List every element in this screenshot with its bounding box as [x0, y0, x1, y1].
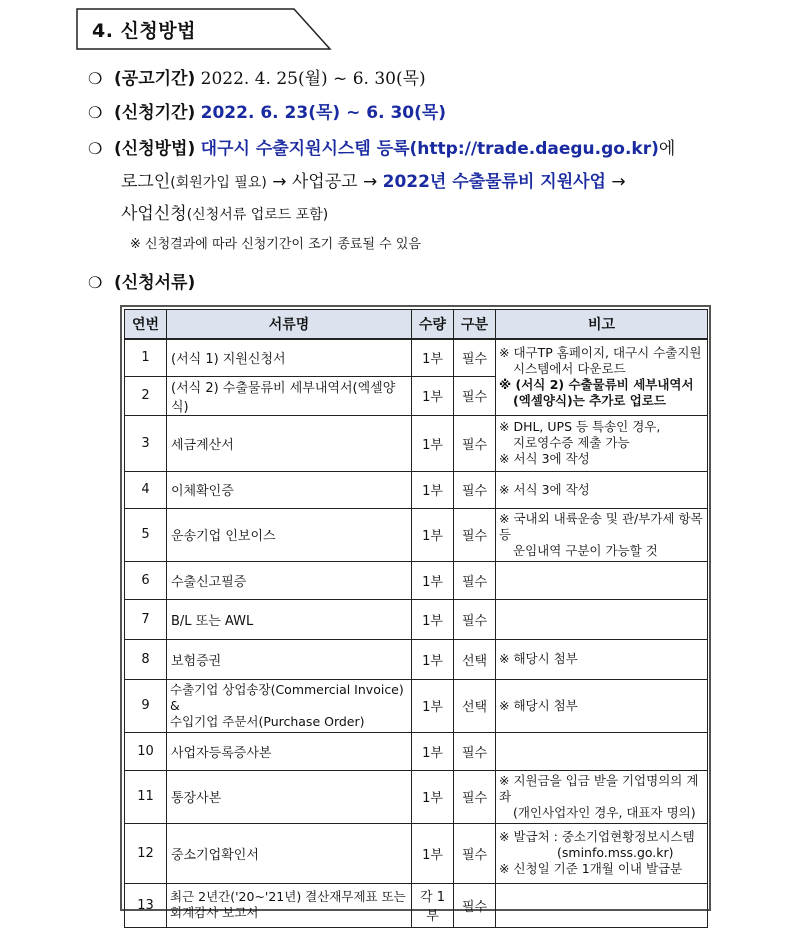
table-row [125, 770, 708, 823]
row-type: 필수 [454, 339, 496, 376]
row-no: 10 [125, 732, 167, 770]
row-name: 사업자등록증사본 [167, 732, 412, 770]
table-row [125, 561, 708, 599]
apply-period-label: (신청기간) [114, 103, 196, 123]
row-remark [496, 770, 708, 823]
row-no: 13 [125, 883, 167, 927]
row-name: (서식 1) 지원신청서 [167, 339, 412, 376]
row-qty: 1부 [412, 415, 454, 471]
row-no: 12 [125, 823, 167, 883]
row-remark [496, 883, 708, 927]
remark-text: ※ DHL, UPS 등 특송인 경우, [499, 419, 661, 434]
row-name [167, 679, 412, 732]
row-no: 8 [125, 639, 167, 679]
row-type: 필수 [454, 415, 496, 471]
documents-table-frame [120, 305, 711, 924]
row-qty: 1부 [412, 339, 454, 376]
row-type: 필수 [454, 376, 496, 415]
row-name: 세금계산서 [167, 415, 412, 471]
row-qty: 1부 [412, 639, 454, 679]
method-label: (신청방법) [114, 139, 196, 159]
row-name: 통장사본 [167, 770, 412, 823]
row-type: 필수 [454, 823, 496, 883]
row-type: 필수 [454, 732, 496, 770]
method-login: 로그인 [121, 172, 171, 192]
row-qty: 1부 [412, 561, 454, 599]
row-name: 운송기업 인보이스 [167, 508, 412, 561]
method-program: 2022년 수출물류비 지원사업 [382, 172, 606, 192]
table-row [125, 823, 708, 883]
method-line-1 [88, 134, 675, 159]
row-no: 11 [125, 770, 167, 823]
table-row [125, 415, 708, 471]
row-remark: ※ 해당시 첨부 [496, 679, 708, 732]
table-row [125, 679, 708, 732]
row-no: 2 [125, 376, 167, 415]
table-row [125, 339, 708, 376]
row-remark [496, 561, 708, 599]
row-no: 4 [125, 471, 167, 508]
row-name: 중소기업확인서 [167, 823, 412, 883]
row-type: 필수 [454, 471, 496, 508]
method-line-3 [121, 199, 328, 224]
remark-text: ※ (서식 2) 수출물류비 세부내역서 [499, 377, 694, 393]
apply-period-value: 2022. 6. 23(목) ~ 6. 30(목) [200, 103, 447, 123]
header-type: 구분 [454, 310, 496, 340]
remark-text: ※ 국내외 내륙운송 및 관/부가세 항목 등 [499, 510, 703, 542]
row-name: B/L 또는 AWL [167, 599, 412, 639]
section-header [76, 8, 332, 50]
remark-text: ※ 대구TP 홈페이지, 대구시 수출지원 [499, 345, 702, 361]
bullet-icon: ❍ [88, 69, 103, 88]
apply-period-line [88, 98, 446, 123]
header-no: 연번 [125, 310, 167, 340]
table-header-row [125, 310, 708, 340]
remark-text: 시스템에서 다운로드 [513, 361, 626, 377]
header-qty: 수량 [412, 310, 454, 340]
row-name-line: 회계감사 보고서 [170, 905, 259, 920]
table-row [125, 599, 708, 639]
notice-period-line [88, 64, 426, 89]
table-row [125, 471, 708, 508]
row-name: 보험증권 [167, 639, 412, 679]
docs-heading: (신청서류) [114, 273, 196, 293]
row-qty: 1부 [412, 471, 454, 508]
remark-text: (개인사업자인 경우, 대표자 명의) [513, 804, 696, 820]
row-no: 7 [125, 599, 167, 639]
row-qty: 1부 [412, 679, 454, 732]
docs-heading-line [88, 268, 195, 293]
remark-text: ※ 신청일 기준 1개월 이내 발급분 [499, 861, 683, 876]
row-qty: 1부 [412, 376, 454, 415]
bullet-icon: ❍ [88, 103, 103, 122]
documents-table [124, 309, 708, 928]
row-name [167, 883, 412, 927]
row-no: 9 [125, 679, 167, 732]
remark-text: ※ 서식 3에 작성 [499, 451, 590, 466]
method-login-note: (회원가입 필요) [170, 175, 267, 191]
table-row [125, 732, 708, 770]
row-remark: ※ 해당시 첨부 [496, 639, 708, 679]
row-qty: 각 1부 [412, 883, 454, 927]
row-remark: ※ 서식 3에 작성 [496, 471, 708, 508]
row-remark [496, 599, 708, 639]
header-remark: 비고 [496, 310, 708, 340]
row-qty: 1부 [412, 599, 454, 639]
row-qty: 1부 [412, 770, 454, 823]
row-name: 수출신고필증 [167, 561, 412, 599]
row-type: 선택 [454, 679, 496, 732]
bullet-icon: ❍ [88, 273, 103, 292]
row-name-line: 최근 2년간('20~'21년) 결산재무제표 또는 [170, 889, 406, 904]
method-line-2 [121, 167, 626, 192]
method-apply: 사업신청 [121, 204, 187, 224]
header-name: 서류명 [167, 310, 412, 340]
row-qty: 1부 [412, 732, 454, 770]
method-apply-note: (신청서류 업로드 포함) [186, 207, 329, 223]
remark-text: 지로영수증 제출 가능 [513, 435, 630, 450]
row-no: 1 [125, 339, 167, 376]
row-remark [496, 823, 708, 883]
bullet-icon: ❍ [88, 139, 103, 158]
notice-period-value: 2022. 4. 25(월) ~ 6. 30(목) [200, 69, 426, 89]
row-name-line: 수출기업 상업송장(Commercial Invoice) & [170, 681, 404, 713]
row-name-line: 수입기업 주문서(Purchase Order) [170, 713, 365, 729]
table-row [125, 508, 708, 561]
row-type: 필수 [454, 561, 496, 599]
row-remark [496, 508, 708, 561]
row-remark [496, 732, 708, 770]
method-link[interactable]: 대구시 수출지원시스템 등록(http://trade.daegu.go.kr) [200, 139, 659, 159]
table-row [125, 883, 708, 927]
row-name: (서식 2) 수출물류비 세부내역서(엑셀양식) [167, 376, 412, 415]
section-title: 4. 신청방법 [92, 20, 196, 42]
remark-text: 운임내역 구분이 가능할 것 [513, 542, 658, 558]
row-no: 6 [125, 561, 167, 599]
row-no: 3 [125, 415, 167, 471]
row-name: 이체확인증 [167, 471, 412, 508]
remark-text: ※ 지원금을 입금 받을 기업명의의 계좌 [499, 772, 699, 804]
remark-text: ※ 발급처 : 중소기업현황정보시스템 [499, 829, 695, 844]
row-type: 선택 [454, 639, 496, 679]
row-remark [496, 339, 708, 415]
row-type: 필수 [454, 883, 496, 927]
method-step: → 사업공고 → [266, 172, 383, 192]
method-note: ※ 신청결과에 따라 신청기간이 조기 종료될 수 있음 [130, 237, 421, 252]
method-arrow: → [605, 172, 626, 192]
row-type: 필수 [454, 508, 496, 561]
row-qty: 1부 [412, 823, 454, 883]
row-type: 필수 [454, 599, 496, 639]
notice-period-label: (공고기간) [114, 69, 196, 89]
row-type: 필수 [454, 770, 496, 823]
method-suffix: 에 [658, 139, 676, 159]
row-no: 5 [125, 508, 167, 561]
table-row [125, 639, 708, 679]
row-qty: 1부 [412, 508, 454, 561]
row-remark [496, 415, 708, 471]
remark-text: (엑셀양식)는 추가로 업로드 [513, 393, 666, 409]
remark-text: (sminfo.mss.go.kr) [557, 845, 674, 860]
